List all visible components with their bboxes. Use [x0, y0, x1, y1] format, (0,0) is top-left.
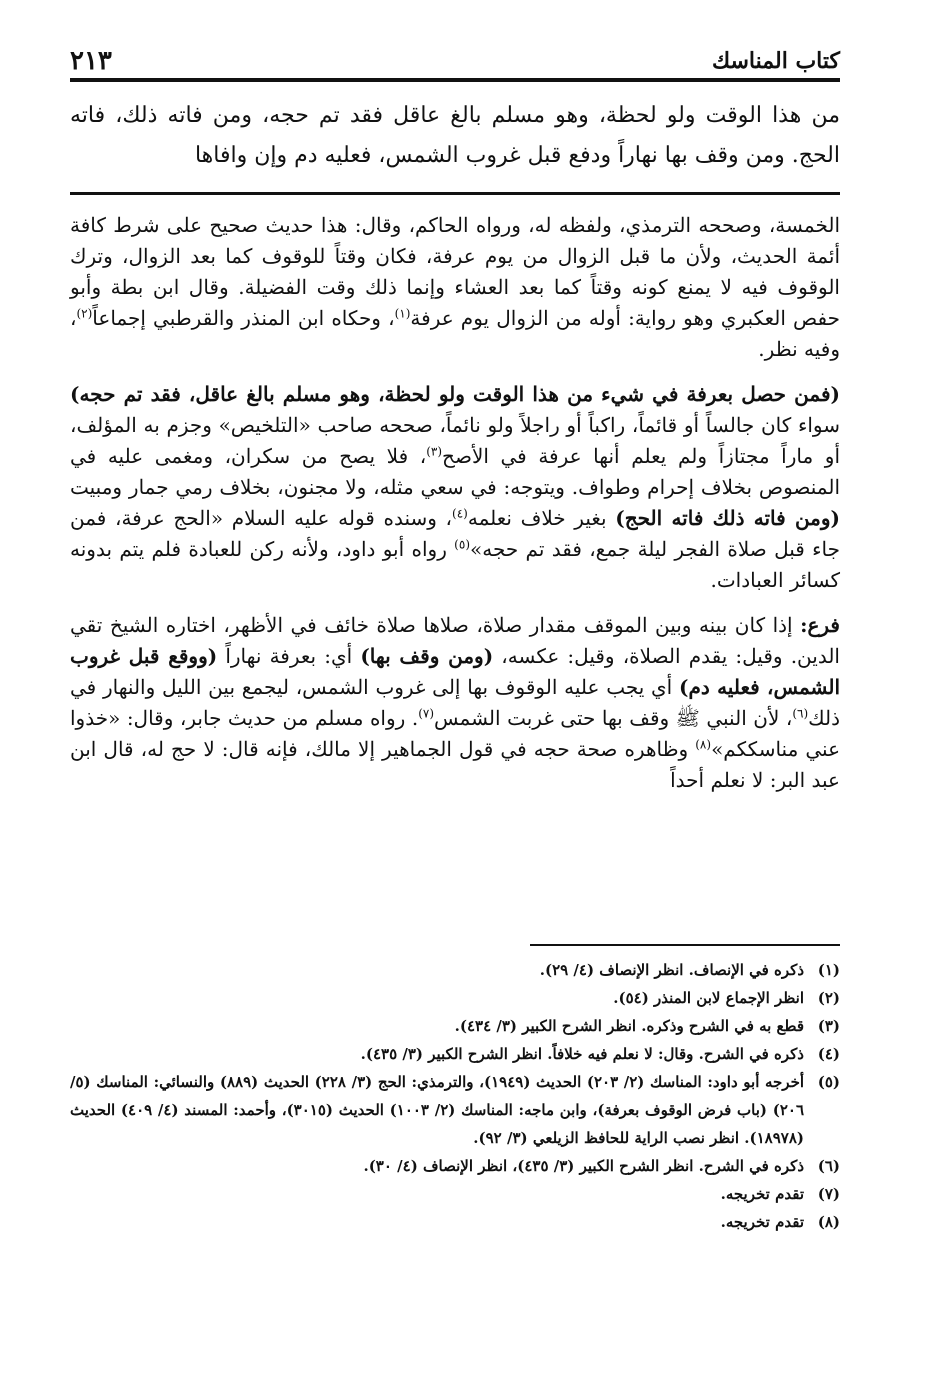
text-run: الخمسة، وصححه الترمذي، ولفظه له، ورواه الحاكم، وقال: هذا حديث صحيح على شرط كافة أئمة الحديث، ولأن ما قبل الزوال من يوم عرفة، فكان وقتاً للوقوف كما بعد الزوال، وترك الوقوف فيه لا يمنع كونه وقتاً كما بعد العشاء وإنما ذلك وقت الفضيلة. وقال ابن بطة وأبو حفص العكبري وهو رواية: أوله من الزوال يوم عرفة: [70, 213, 841, 330]
footnote-item: [70, 1152, 840, 1180]
quoted-matn: (ومن فاته ذلك فاته الحج): [615, 506, 841, 530]
footnote-number: (٣): [817, 1017, 840, 1035]
text-run: ، وحكاه ابن المنذر والقرطبي إجماعاً: [92, 306, 395, 330]
footnote-item: [70, 1068, 840, 1152]
footnote-text: قطع به في الشرح وذكره. انظر الشرح الكبير (٣/ ٤٣٤).: [454, 1017, 804, 1035]
branch-label: فرع:: [800, 613, 840, 637]
footnote-item: [70, 1040, 840, 1068]
footnote-marker[interactable]: (٢): [76, 306, 93, 321]
book-title: كتاب المناسك: [711, 48, 840, 74]
footnote-item: [70, 1180, 840, 1208]
quoted-matn: (ووقع قبل غروب الشمس، فعليه دم): [70, 644, 840, 699]
footnote-marker[interactable]: (٧): [418, 706, 435, 721]
footnotes: [70, 956, 840, 1236]
commentary-paragraph: [70, 210, 840, 365]
footnote-item: [70, 956, 840, 984]
text-run: بغير خلاف نعلمه: [467, 506, 616, 530]
footnote-text: ذكره في الإنصاف. انظر الإنصاف (٤/ ٢٩).: [539, 961, 804, 979]
footnote-marker[interactable]: (٨): [695, 737, 712, 752]
footnote-divider: [530, 944, 840, 946]
commentary: [70, 210, 840, 796]
text-run: إذا كان بينه وبين الموقف مقدار صلاة، صلاها صلاة خائف في الأظهر، اختاره الشيخ تقي الدين. وقيل: يقدم الصلاة، وقيل: عكسه،: [70, 613, 840, 668]
footnote-number: (٦): [817, 1157, 840, 1175]
text-run: سواء كان جالساً أو قائماً، راكباً أو راجلاً ولو نائماً، صححه صاحب «التلخيص» وجزم به المؤلف، أو ماراً مجتازاً ولم يعلم أنها عرفة في الأصح: [70, 413, 841, 468]
footnote-item: [70, 984, 840, 1012]
footnote-marker[interactable]: (١): [394, 306, 411, 321]
page-number: ٢١٣: [70, 46, 112, 76]
footnote-text: تقدم تخريجه.: [720, 1185, 804, 1203]
footnote-number: (٤): [817, 1045, 840, 1063]
page-header: [70, 38, 840, 82]
main-text: من هذا الوقت ولو لحظة، وهو مسلم بالغ عاقل فقد تم حجه، ومن فاته ذلك، فاته الحج. ومن وقف بها نهاراً ودفع قبل غروب الشمس، فعليه دم وإن وافاها: [70, 103, 840, 168]
footnote-text: أخرجه أبو داود: المناسك (٢/ ٢٠٣) الحديث (١٩٤٩)، والترمذي: الحج (٣/ ٢٢٨) الحديث (٨٨٩) والنسائي: المناسك (٥/ ٢٠٦) (باب فرض الوقوف بعرفة)، وابن ماجه: المناسك (٢/ ١٠٠٣) الحديث (٣٠١٥)، وأحمد: المسند (٤/ ٤٠٩) الحديث (١٨٩٧٨). انظر نصب الراية للحافظ الزيلعي (٣/ ٩٢).: [70, 1073, 805, 1147]
text-run: ، فلا يصح من سكران، ومغمى عليه في المنصوص بخلاف إحرام وطواف. ويتوجه: في سعي مثله، ولا مجنون، بخلاف رمي جمار ومبيت: [70, 444, 841, 499]
footnote-item: [70, 1208, 840, 1236]
quoted-matn: (ومن وقف بها): [360, 644, 494, 668]
text-run: أي: بعرفة نهاراً: [217, 644, 361, 668]
footnote-number: (٥): [817, 1073, 840, 1091]
footnote-marker[interactable]: (٤): [452, 506, 468, 521]
footnote-text: ذكره في الشرح. انظر الشرح الكبير (٣/ ٤٣٥)، انظر الإنصاف (٤/ ٣٠).: [363, 1157, 804, 1175]
footnote-text: تقدم تخريجه.: [720, 1213, 804, 1231]
footnote-marker[interactable]: (٣): [426, 444, 443, 459]
footnote-number: (٧): [817, 1185, 840, 1203]
footnote-number: (١): [817, 961, 840, 979]
text-divider: [70, 192, 840, 195]
text-run: ، وفيه نظر.: [70, 306, 840, 361]
text-run: رواه أبو داود، ولأنه ركن للعبادة فلم يتم بدونه كسائر العبادات.: [70, 537, 840, 592]
footnote-number: (٨): [817, 1213, 840, 1231]
text-run: ، وسنده قوله عليه السلام «الحج عرفة، فمن جاء قبل صلاة الفجر ليلة جمع، فقد تم حجه»: [70, 506, 841, 561]
text-run: أي يجب عليه الوقوف بها إلى غروب الشمس، ليجمع بين الليل والنهار في ذلك: [70, 675, 840, 730]
quoted-matn: (فمن حصل بعرفة في شيء من هذا الوقت ولو لحظة، وهو مسلم بالغ عاقل، فقد تم حجه): [70, 382, 840, 406]
text-run: . رواه مسلم من حديث جابر، وقال: «خذوا عني مناسككم»: [70, 706, 840, 761]
footnote-marker[interactable]: (٥): [454, 537, 470, 552]
footnote-text: انظر الإجماع لابن المنذر (٥٤).: [613, 989, 804, 1007]
footnote-text: ذكره في الشرح. وقال: لا نعلم فيه خلافاً. انظر الشرح الكبير (٣/ ٤٣٥).: [360, 1045, 804, 1063]
footnote-marker[interactable]: (٦): [792, 706, 809, 721]
footnote-number: (٢): [817, 989, 840, 1007]
text-run: وظاهره صحة حجه في قول الجماهير إلا مالك، فإنه قال: لا حج له، قال ابن عبد البر: لا نعلم أحداً: [70, 737, 840, 792]
text-run: ، لأن النبي ﷺ وقف بها حتى غربت الشمس: [434, 706, 793, 730]
commentary-paragraph: [70, 379, 840, 596]
footnote-item: [70, 1012, 840, 1040]
commentary-paragraph: [70, 610, 840, 796]
